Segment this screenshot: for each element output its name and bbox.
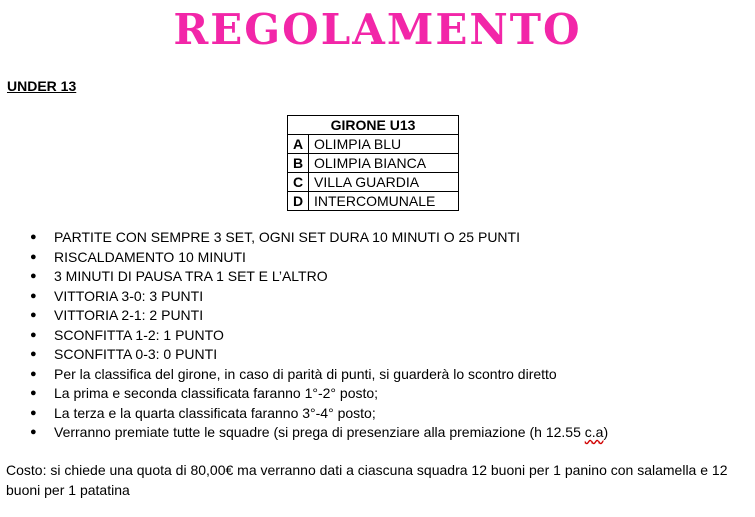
list-item	[26, 404, 608, 424]
group-letter: A	[288, 135, 309, 154]
rule-text: SCONFITTA 0-3: 0 PUNTI	[54, 346, 218, 362]
table-row	[288, 192, 459, 211]
list-item	[26, 267, 608, 287]
group-letter: B	[288, 154, 309, 173]
girone-table	[287, 115, 459, 211]
team-name: VILLA GUARDIA	[309, 173, 459, 192]
rule-text: La terza e la quarta classificata faranno 3°-4° posto;	[54, 404, 376, 421]
list-item	[26, 345, 608, 365]
bullet-icon: ●	[30, 328, 37, 341]
rule-text-suffix: )	[603, 424, 609, 440]
list-item	[26, 365, 608, 385]
page-title: REGOLAMENTO	[173, 5, 582, 54]
team-name: INTERCOMUNALE	[309, 192, 459, 211]
bullet-icon: ●	[30, 270, 37, 282]
bullet-icon: ●	[30, 309, 37, 321]
rule-text: La prima e seconda classificata faranno 1°-2° posto;	[54, 385, 379, 401]
bullet-icon: ●	[30, 250, 37, 263]
team-name: OLIMPIA BLU	[309, 135, 459, 154]
rule-text: VITTORIA 2-1: 2 PUNTI	[54, 307, 204, 323]
table-row	[288, 173, 459, 192]
team-name: OLIMPIA BIANCA	[309, 154, 459, 173]
spellcheck-underlined-text: c.a	[584, 424, 604, 440]
bullet-icon: ●	[30, 406, 37, 419]
bullet-icon: ●	[30, 348, 37, 360]
rules-list	[26, 228, 608, 443]
girone-header: GIRONE U13	[288, 116, 459, 135]
rule-text: VITTORIA 3-0: 3 PUNTI	[54, 287, 204, 304]
bullet-icon: ●	[30, 367, 37, 380]
rule-text: PARTITE CON SEMPRE 3 SET, OGNI SET DURA 10 MINUTI O 25 PUNTI	[54, 229, 520, 245]
list-item	[26, 287, 608, 307]
rule-text: RISCALDAMENTO 10 MINUTI	[54, 248, 246, 265]
rule-text: Per la classifica del girone, in caso di parità di punti, si guarderà lo scontro diretto	[54, 365, 557, 382]
bullet-icon: ●	[30, 426, 37, 438]
list-item	[26, 306, 608, 326]
rule-text-prefix: Verranno premiate tutte le squadre (si prega di presenziare alla premiazione (h 12.55	[54, 424, 585, 440]
bullet-icon: ●	[30, 289, 37, 302]
table-row	[288, 135, 459, 154]
bullet-icon: ●	[30, 231, 37, 243]
rule-text: 3 MINUTI DI PAUSA TRA 1 SET E L’ALTRO	[54, 268, 328, 284]
section-heading: UNDER 13	[7, 78, 77, 94]
bullet-icon: ●	[30, 387, 37, 399]
list-item	[26, 248, 608, 268]
list-item	[26, 423, 608, 443]
list-item	[26, 384, 608, 404]
list-item	[26, 326, 608, 346]
table-row	[288, 154, 459, 173]
girone-header-row	[288, 116, 459, 135]
cost-paragraph: Costo: si chiede una quota di 80,00€ ma verranno dati a ciascuna squadra 12 buoni per 1 panino con salamella e 12 buoni per 1 patatina	[6, 462, 728, 498]
list-item	[26, 228, 608, 248]
rule-text: SCONFITTA 1-2: 1 PUNTO	[54, 326, 224, 343]
group-letter: D	[288, 192, 309, 211]
group-letter: C	[288, 173, 309, 192]
